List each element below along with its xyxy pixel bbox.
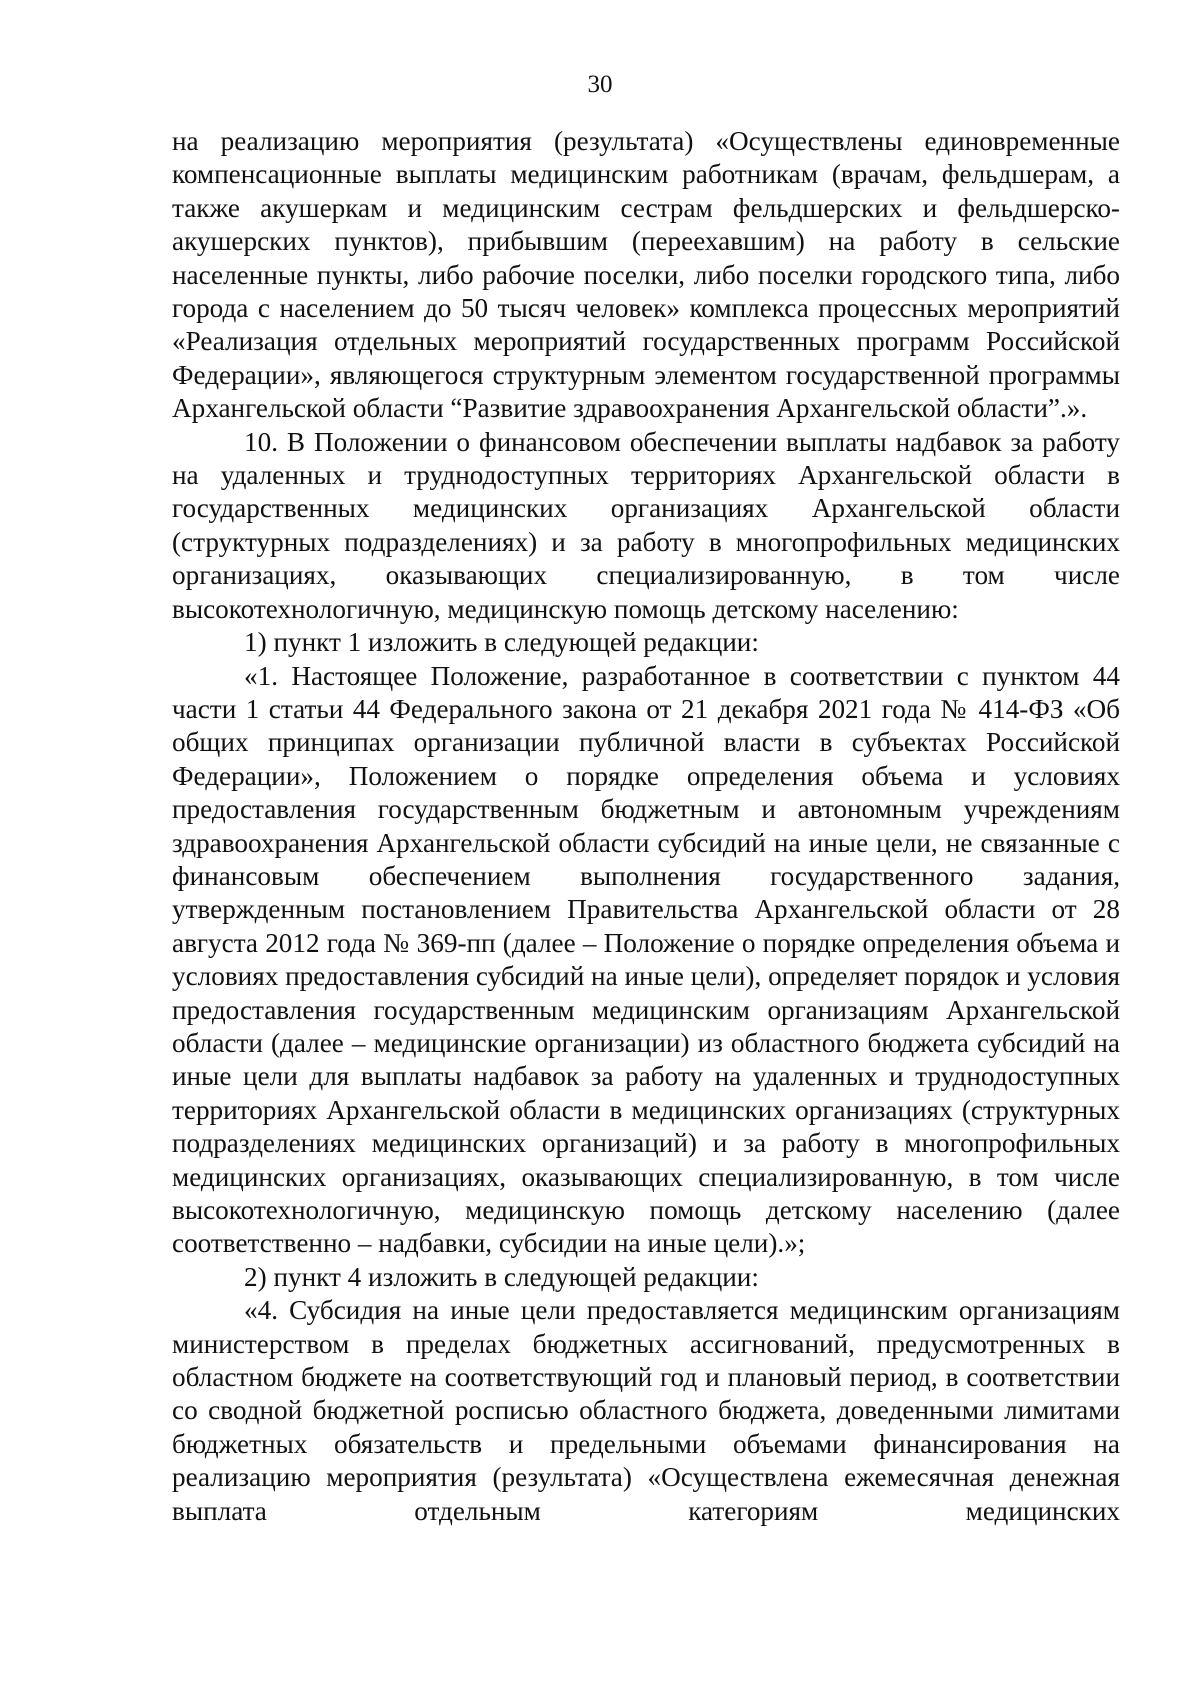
paragraph-3: 1) пункт 1 изложить в следующей редакции: [244, 627, 759, 658]
paragraph-2: 10. В Положении о финансовом обеспечении выплаты надбавок за работу на удаленных и труднодоступных территориях Архангельской области в государственных медицинских организациях Архангельской области (структурных подразделениях) и за работу в многопрофильных медицинских организациях, оказывающих специализированную, в том числе высокотехнологичную, медицинскую помощь детскому населению: [172, 426, 1120, 624]
paragraph-5: 2) пункт 4 изложить в следующей редакции: [244, 1261, 759, 1292]
page-number: 30 [587, 71, 613, 98]
paragraph-1: на реализацию мероприятия (результата) «Осуществлены единовременные компенсационные выплаты медицинским работникам (врачам, фельдшерам, а также акушеркам и медицинским сестрам фельдшерских и фельдшерско-акушерских пунктов), прибывшим (переехавшим) на работу в сельские населенные пункты, либо рабочие поселки, либо поселки городского типа, либо города с населением до 50 тысяч человек» комплекса процессных мероприятий «Реализация отдельных мероприятий государственных программ Российской Федерации», являющегося структурным элементом государственной программы Архангельской области “Развитие здравоохранения Архангельской области”.». [172, 126, 1120, 424]
document-body [172, 125, 1120, 1528]
paragraph-6: «4. Субсидия на иные цели предоставляется медицинским организациям министерством в пределах бюджетных ассигнований, предусмотренных в областном бюджете на соответствующий год и плановый период, в соответствии со сводной бюджетной росписью областного бюджета, доведенными лимитами бюджетных обязательств и предельными объемами финансирования на реализацию мероприятия (результата) «Осуществлена ежемесячная денежная выплата отдельным категориям медицинских [172, 1295, 1120, 1526]
paragraph-4: «1. Настоящее Положение, разработанное в соответствии с пунктом 44 части 1 статьи 44 Федерального закона от 21 декабря 2021 года № 414-ФЗ «Об общих принципах организации публичной власти в субъектах Российской Федерации», Положением о порядке определения объема и условиях предоставления государственным бюджетным и автономным учреждениям здравоохранения Архангельской области субсидий на иные цели, не связанные с финансовым обеспечением выполнения государственного задания, утвержденным постановлением Правительства Архангельской области от 28 августа 2012 года № 369-пп (далее – Положение о порядке определения объема и условиях предоставления субсидий на иные цели), определяет порядок и условия предоставления государственным медицинским организациям Архангельской области (далее – медицинские организации) из областного бюджета субсидий на иные цели для выплаты надбавок за работу на удаленных и труднодоступных территориях Архангельской области в медицинских организациях (структурных подразделениях медицинских организаций) и за работу в многопрофильных медицинских организациях, оказывающих специализированную, в том числе высокотехнологичную, медицинскую помощь детскому населению (далее соответственно – надбавки, субсидии на иные цели).»; [172, 660, 1120, 1259]
